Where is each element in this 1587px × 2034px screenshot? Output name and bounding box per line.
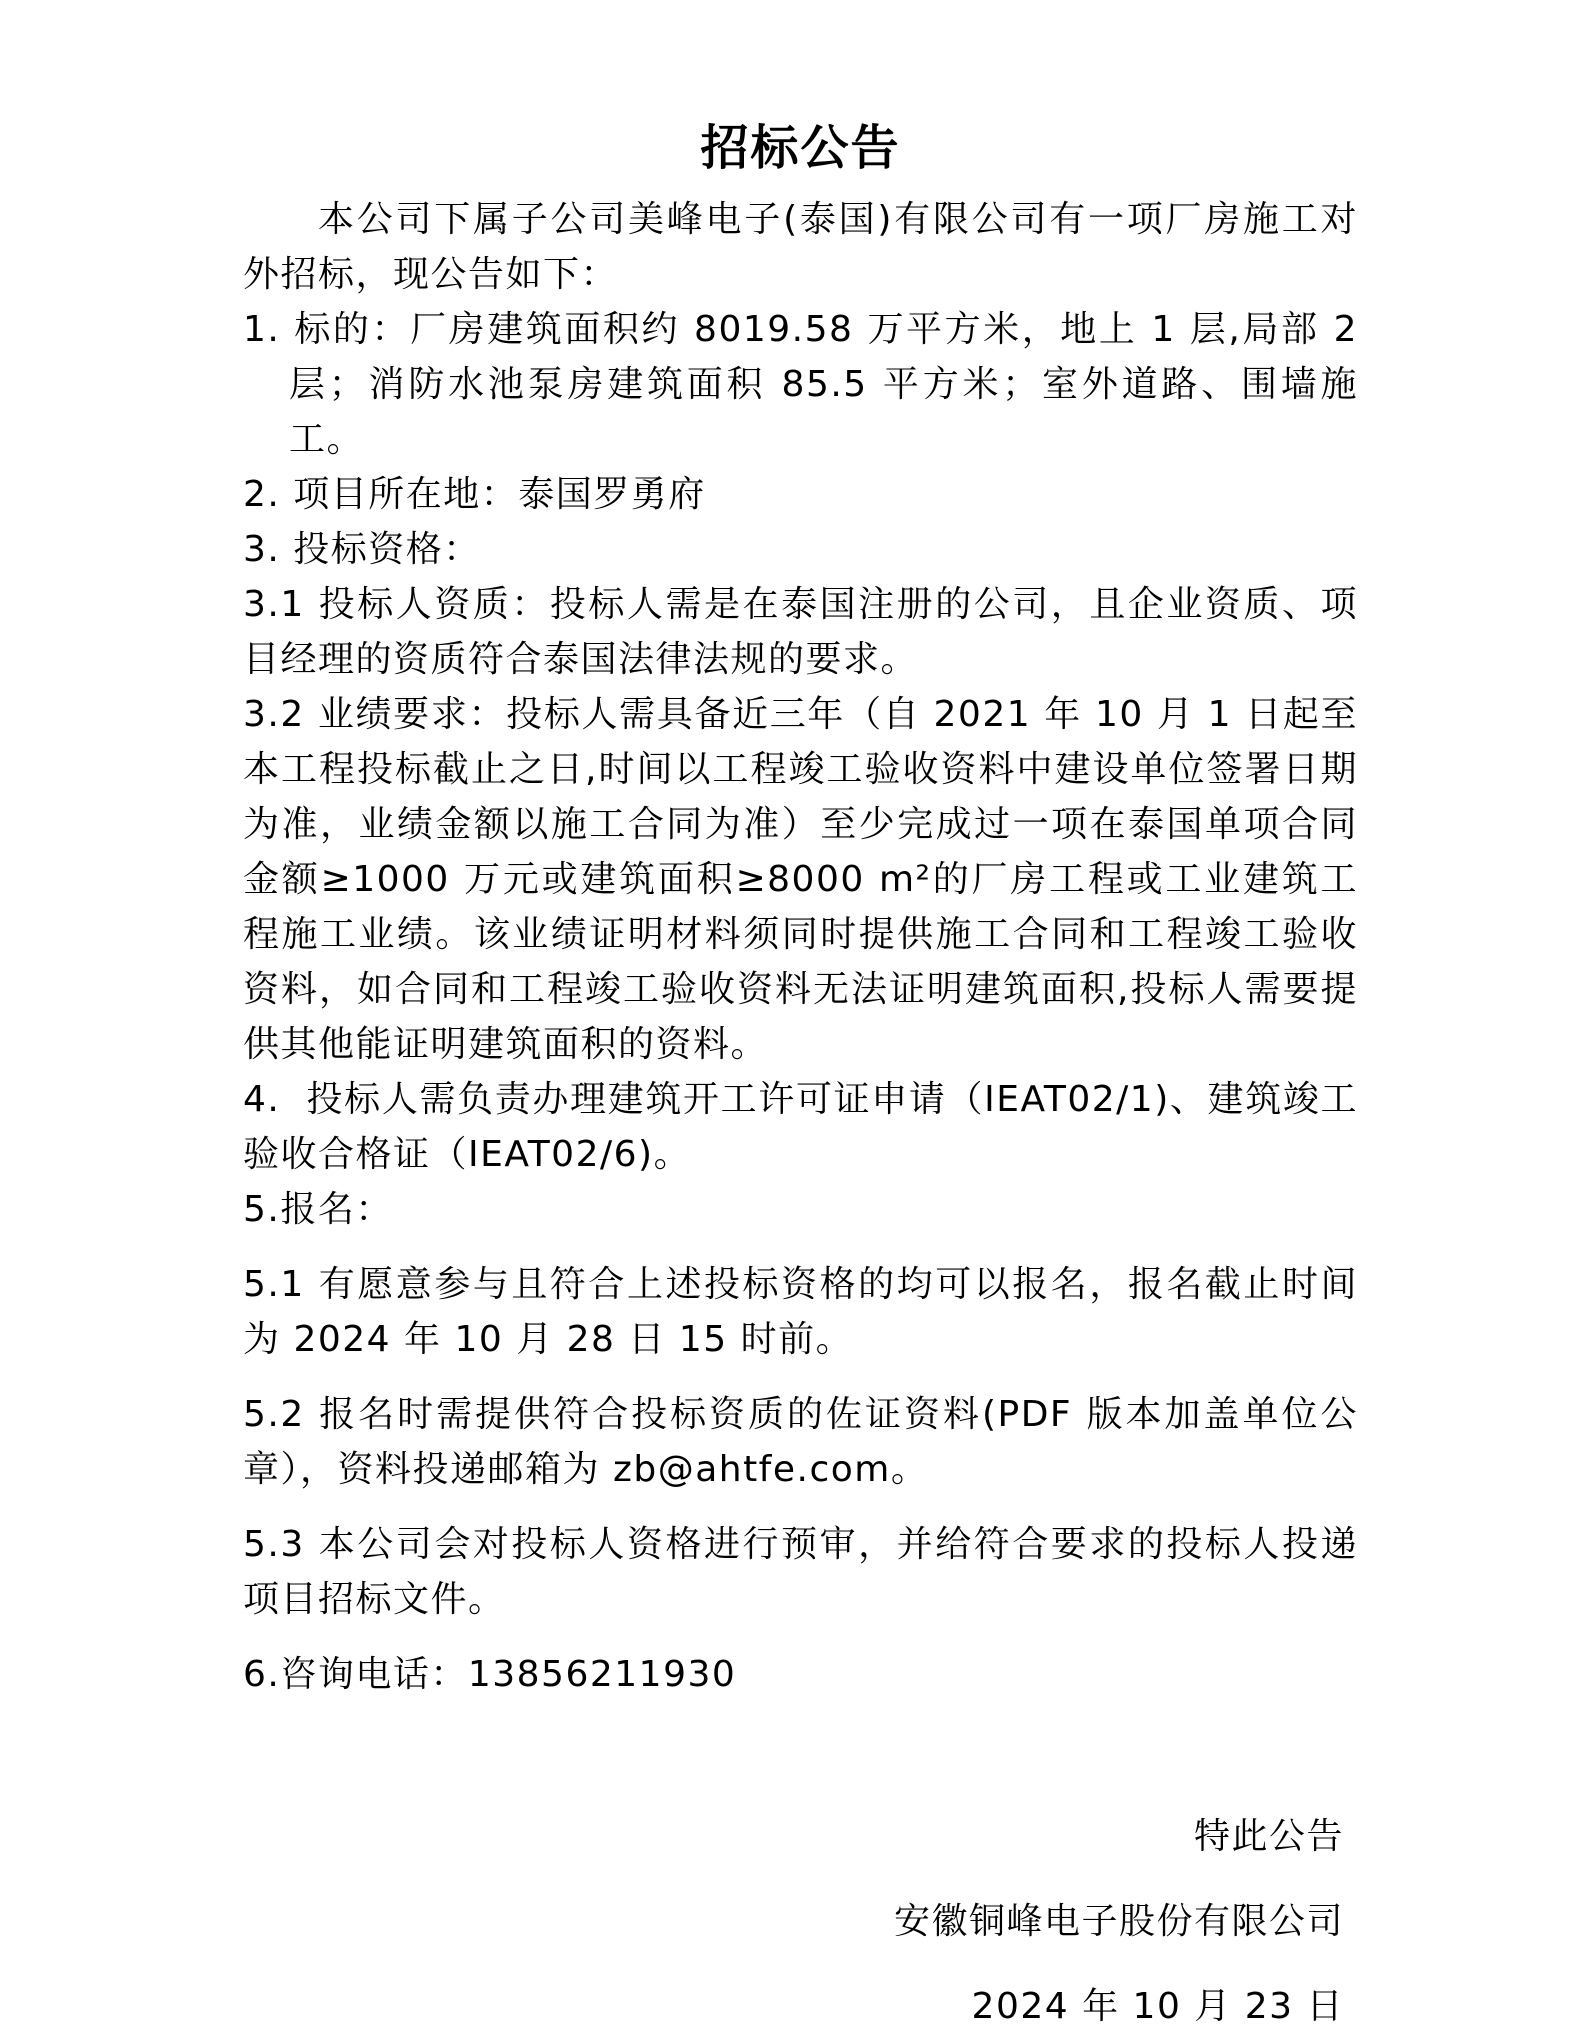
list-item-3-2: 3.2 业绩要求：投标人需具备近三年（自 2021 年 10 月 1 日起至本工程投标截止之日,时间以工程竣工验收资料中建设单位签署日期为准，业绩金额以施工合同为准）至少完成过一项在泰国单项合同金额≥1000 万元或建筑面积≥8000 m²的厂房工程或工业建筑工程施工业绩。该业绩证明材料须同时提供施工合同和工程竣工验收资料，如合同和工程竣工验收资料无法证明建筑面积,投标人需要提供其他能证明建筑面积的资料。 (243, 694, 1358, 1065)
list-item-1: 1. 标的：厂房建筑面积约 8019.58 万平方米，地上 1 层,局部 2 层；消防水池泵房建筑面积 85.5 平方米；室外道路、围墙施工。 (243, 309, 1358, 460)
list-item-3-1: 3.1 投标人资质：投标人需是在泰国注册的公司，且企业资质、项目经理的资质符合泰国法律法规的要求。 (243, 584, 1358, 680)
page-title: 招标公告 (700, 120, 901, 176)
closing-line: 特此公告 (1193, 1816, 1344, 1857)
list-item-4: 4. 投标人需负责办理建筑开工许可证申请（IEAT02/1)、建筑竣工验收合格证（IEAT02/6)。 (243, 1079, 1358, 1175)
signature-block (243, 1794, 1358, 2034)
list-item-5: 5.报名： (243, 1189, 393, 1230)
intro-paragraph: 本公司下属子公司美峰电子(泰国)有限公司有一项厂房施工对外招标，现公告如下： (243, 199, 1358, 295)
list-item-6-phone: 6.咨询电话：13856211930 (243, 1654, 737, 1695)
list-item-2: 2. 项目所在地：泰国罗勇府 (243, 474, 706, 515)
list-item-5-1: 5.1 有愿意参与且符合上述投标资格的均可以报名，报名截止时间为 2024 年 10 月 28 日 15 时前。 (243, 1264, 1358, 1360)
list-item-5-3: 5.3 本公司会对投标人资格进行预审，并给符合要求的投标人投递项目招标文件。 (243, 1524, 1358, 1620)
list-item-3: 3. 投标资格： (243, 529, 481, 570)
company-name: 安徽铜峰电子股份有限公司 (893, 1901, 1344, 1942)
announcement-date: 2024 年 10 月 23 日 (971, 1986, 1344, 2027)
list-item-5-2: 5.2 报名时需提供符合投标资质的佐证资料(PDF 版本加盖单位公章），资料投递邮箱为 zb@ahtfe.com。 (243, 1394, 1358, 1490)
